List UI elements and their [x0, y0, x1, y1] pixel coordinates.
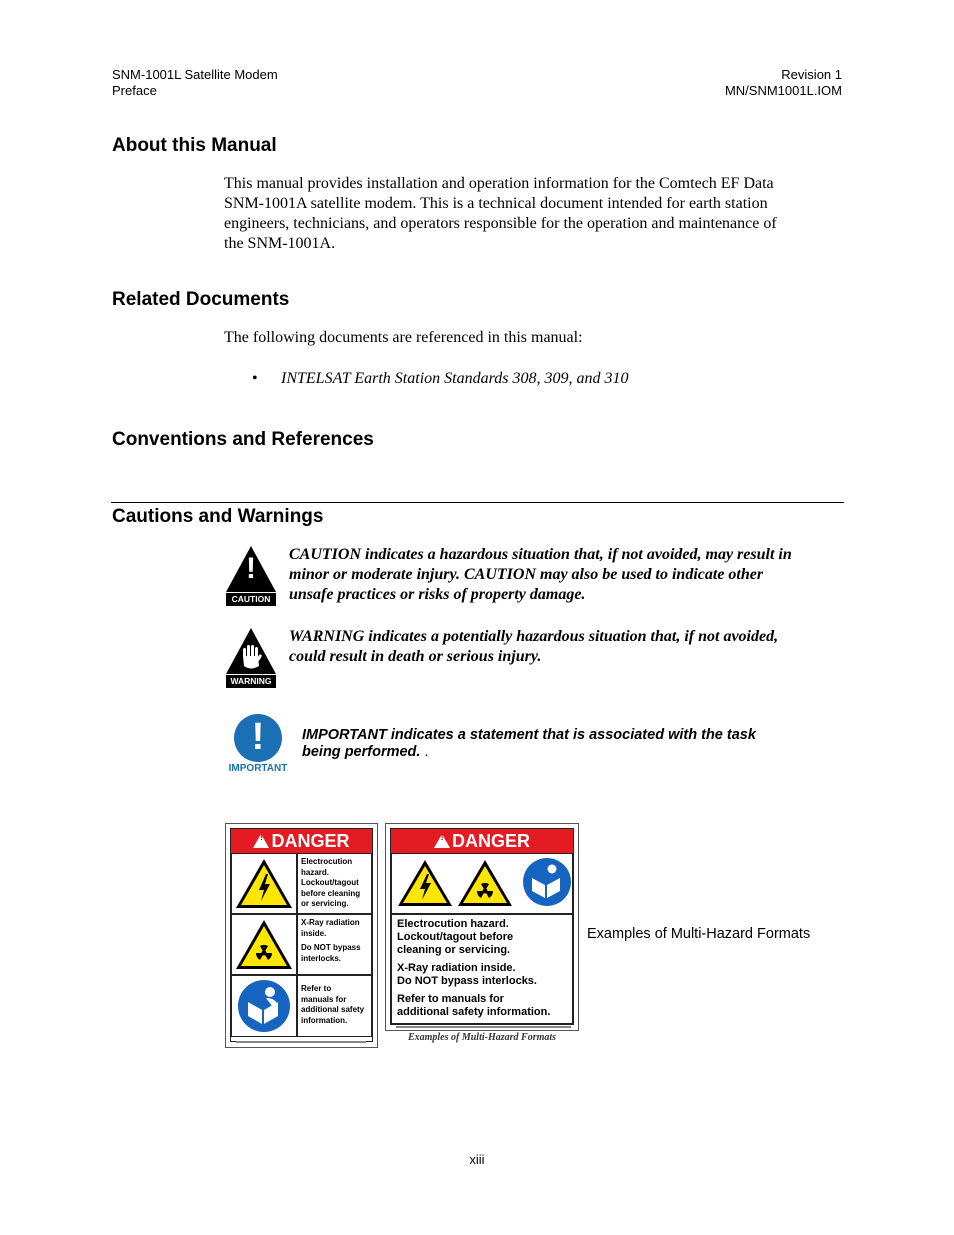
heading-conventions: Conventions and References [112, 429, 374, 450]
electrical-hazard-icon [398, 860, 452, 906]
read-manual-text [297, 975, 372, 1037]
alert-mark: ! [440, 832, 444, 843]
about-line: engineers, technicians, and operators responsible for the operation and maintenance of [224, 215, 777, 232]
important-line: IMPORTANT indicates a statement that is associated with the task [302, 727, 756, 743]
important-exclamation: ! [251, 716, 265, 758]
important-line [302, 744, 842, 761]
electrical-hazard-cell [231, 853, 297, 914]
bullet-marker: • [252, 370, 258, 387]
hazard-text-line: X-Ray radiation inside. [397, 962, 516, 974]
document-title: SNM-1001L Satellite Modem [112, 67, 278, 82]
about-line: SNM-1001A satellite modem. This is a technical document intended for earth station [224, 195, 768, 212]
caution-line: minor or moderate injury. CAUTION may also be used to indicate other [289, 566, 764, 583]
running-header-right [725, 67, 842, 99]
danger-banner [391, 829, 573, 853]
read-manual-icon [523, 858, 571, 906]
warning-text [289, 627, 839, 667]
read-manual-cell [231, 975, 297, 1037]
warning-line: WARNING indicates a potentially hazardous situation that, if not avoided, [289, 628, 779, 645]
sign-fineprint [236, 1041, 366, 1043]
hazard-text-line: or servicing. [301, 899, 349, 908]
revision: Revision 1 [781, 67, 842, 82]
heading-about: About this Manual [112, 135, 277, 156]
figure-caption: Examples of Multi-Hazard Formats [587, 926, 811, 942]
caution-line: CAUTION indicates a hazardous situation that, if not avoided, may result in [289, 546, 792, 563]
exclamation-mark: ! [246, 552, 256, 585]
hazard-text-line: Lockout/tagout [301, 878, 359, 887]
warning-hand-icon [224, 626, 278, 690]
hazard-icon-row [391, 853, 573, 914]
important-icon [224, 713, 292, 777]
radiation-hazard-text [297, 914, 372, 975]
hazard-text-line: Refer to manuals for [397, 993, 504, 1005]
multi-hazard-sign-horizontal [385, 823, 579, 1031]
hazard-text-line: cleaning or servicing. [397, 944, 511, 956]
radiation-hazard-icon [232, 915, 296, 974]
danger-word: DANGER [451, 831, 530, 851]
hazard-text-line: before cleaning [301, 888, 361, 898]
danger-word: DANGER [271, 831, 350, 851]
page-number: xiii [469, 1152, 485, 1167]
radiation-hazard-icon [458, 860, 512, 906]
radiation-hazard-cell [231, 914, 297, 975]
read-manual-icon [232, 976, 296, 1036]
hazard-text-line: Electrocution [301, 857, 353, 866]
alert-triangle-icon [253, 830, 269, 844]
hazard-text-line: additional safety information. [397, 1006, 551, 1018]
section-divider [111, 502, 844, 503]
about-line: the SNM-1001A. [224, 235, 336, 252]
related-item: INTELSAT Earth Station Standards 308, 309, and 310 [281, 370, 629, 387]
electrical-hazard-icon [232, 854, 296, 913]
document-number: MN/SNM1001L.IOM [724, 83, 842, 98]
alert-mark: ! [259, 832, 264, 843]
sign-caption: Examples of Multi-Hazard Formats [407, 1032, 557, 1043]
about-paragraph [224, 174, 834, 254]
hazard-text-line: hazard. [301, 867, 330, 877]
warning-line: could result in death or serious injury. [289, 648, 542, 665]
heading-cautions: Cautions and Warnings [112, 506, 324, 527]
warning-icon-label: WARNING [230, 676, 272, 686]
hazard-text-line: Refer to [301, 984, 332, 993]
important-text [302, 727, 842, 761]
electrical-hazard-text [297, 853, 372, 914]
caution-text [289, 545, 839, 605]
hazard-text-line: information. [301, 1015, 348, 1025]
hazard-text-line: Do NOT bypass [301, 943, 361, 952]
multi-hazard-sign-vertical [225, 823, 378, 1048]
caution-line: unsafe practices or risks of property damage. [289, 586, 586, 603]
about-line: This manual provides installation and operation information for the Comtech EF Data [224, 175, 774, 192]
related-intro: The following documents are referenced in this manual: [224, 329, 583, 346]
important-line-suffix: . [420, 744, 429, 760]
hazard-text-line: Do NOT bypass interlocks. [397, 975, 537, 987]
caution-icon-label: CAUTION [231, 594, 271, 604]
sign-fineprint [396, 1026, 571, 1028]
danger-banner [231, 829, 372, 853]
heading-related: Related Documents [112, 289, 290, 310]
hazard-text-line: inside. [301, 928, 327, 938]
hazard-text-line: Electrocution hazard. [397, 918, 509, 930]
hazard-text-line: Lockout/tagout before [397, 931, 514, 943]
hazard-statements [391, 914, 573, 1024]
section-name: Preface [112, 83, 157, 98]
important-line-text: being performed. [302, 744, 421, 760]
running-header-left [112, 67, 278, 99]
important-icon-label: IMPORTANT [228, 763, 288, 774]
caution-icon [224, 544, 278, 608]
hazard-text-line: interlocks. [301, 953, 342, 963]
alert-triangle-icon [434, 830, 450, 844]
hazard-text-line: X-Ray radiation [301, 918, 360, 927]
hazard-text-line: additional safety [301, 1005, 365, 1014]
hazard-text-line: manuals for [301, 994, 347, 1004]
